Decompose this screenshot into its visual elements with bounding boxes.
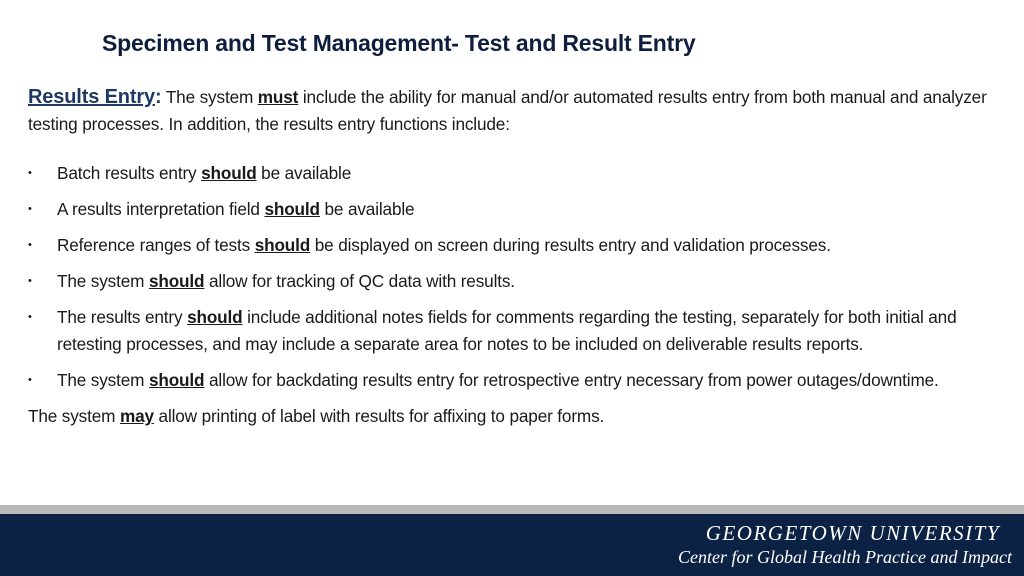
- bullet-icon: •: [28, 275, 32, 287]
- closing-statement: [28, 403, 988, 430]
- results-entry-heading-text: Results Entry: [28, 86, 155, 108]
- footer-bar: [0, 514, 1024, 576]
- requirement-text-before: Batch results entry: [57, 163, 202, 183]
- requirement-keyword: should: [148, 370, 205, 390]
- requirement-keyword: should: [187, 307, 243, 327]
- requirement-item-qc-tracking: [28, 268, 988, 295]
- requirement-text-before: Reference ranges of tests: [57, 235, 255, 255]
- requirement-text-after: be displayed on screen during results entry and validation processes.: [310, 235, 831, 255]
- closing-keyword-may: may: [119, 406, 154, 426]
- requirement-item-interpretation-field: [28, 196, 988, 223]
- requirement-text-after: allow for backdating results entry for retrospective entry necessary from power outages/downtime.: [204, 370, 939, 390]
- requirement-text-before: The system: [57, 370, 149, 390]
- intro-text-before: The system: [161, 87, 258, 107]
- requirement-text-before: The system: [57, 271, 149, 291]
- intro-text-after: include the ability for manual and/or automated results entry from both manual and analyzer testing processes. In addition, the results entry functions include:: [28, 87, 987, 134]
- requirement-item-backdating: [28, 367, 988, 394]
- requirement-item-batch-entry: [28, 160, 988, 187]
- footer-divider-band: [0, 505, 1024, 514]
- logo-university-name: GEORGETOWN UNIVERSITY: [705, 521, 1000, 545]
- intro-keyword-must: must: [257, 87, 299, 107]
- bullet-icon: •: [28, 374, 32, 386]
- bullet-icon: •: [28, 167, 32, 179]
- requirement-text-after: be available: [256, 163, 352, 183]
- results-entry-heading-colon: :: [154, 86, 162, 108]
- requirement-item-notes-fields: [28, 304, 988, 358]
- bullet-icon: •: [28, 203, 32, 215]
- requirement-text-after: be available: [319, 199, 415, 219]
- georgetown-logo: [678, 520, 1012, 568]
- requirement-keyword: should: [254, 235, 311, 255]
- slide-body: [28, 84, 988, 430]
- closing-text-after: allow printing of label with results for affixing to paper forms.: [153, 406, 605, 426]
- requirement-keyword: should: [264, 199, 320, 219]
- requirement-keyword: should: [201, 163, 257, 183]
- requirement-text-after: allow for tracking of QC data with results.: [204, 271, 515, 291]
- slide-title: Specimen and Test Management- Test and Result Entry: [102, 30, 696, 56]
- bullet-icon: •: [28, 311, 32, 323]
- logo-center-name: Center for Global Health Practice and Impact: [678, 547, 1012, 567]
- closing-text-before: The system: [28, 406, 120, 426]
- requirement-text-before: A results interpretation field: [57, 199, 265, 219]
- requirement-text-after: include additional notes fields for comments regarding the testing, separately for both initial and retesting processes, and may include a separate area for notes to be included on deliverable results reports.: [57, 307, 957, 354]
- requirement-keyword: should: [148, 271, 205, 291]
- requirement-text-before: The results entry: [57, 307, 188, 327]
- bullet-icon: •: [28, 239, 32, 251]
- results-entry-heading: [28, 86, 162, 108]
- results-entry-intro: [28, 84, 988, 138]
- requirements-list: [28, 160, 988, 394]
- requirement-item-reference-ranges: [28, 232, 988, 259]
